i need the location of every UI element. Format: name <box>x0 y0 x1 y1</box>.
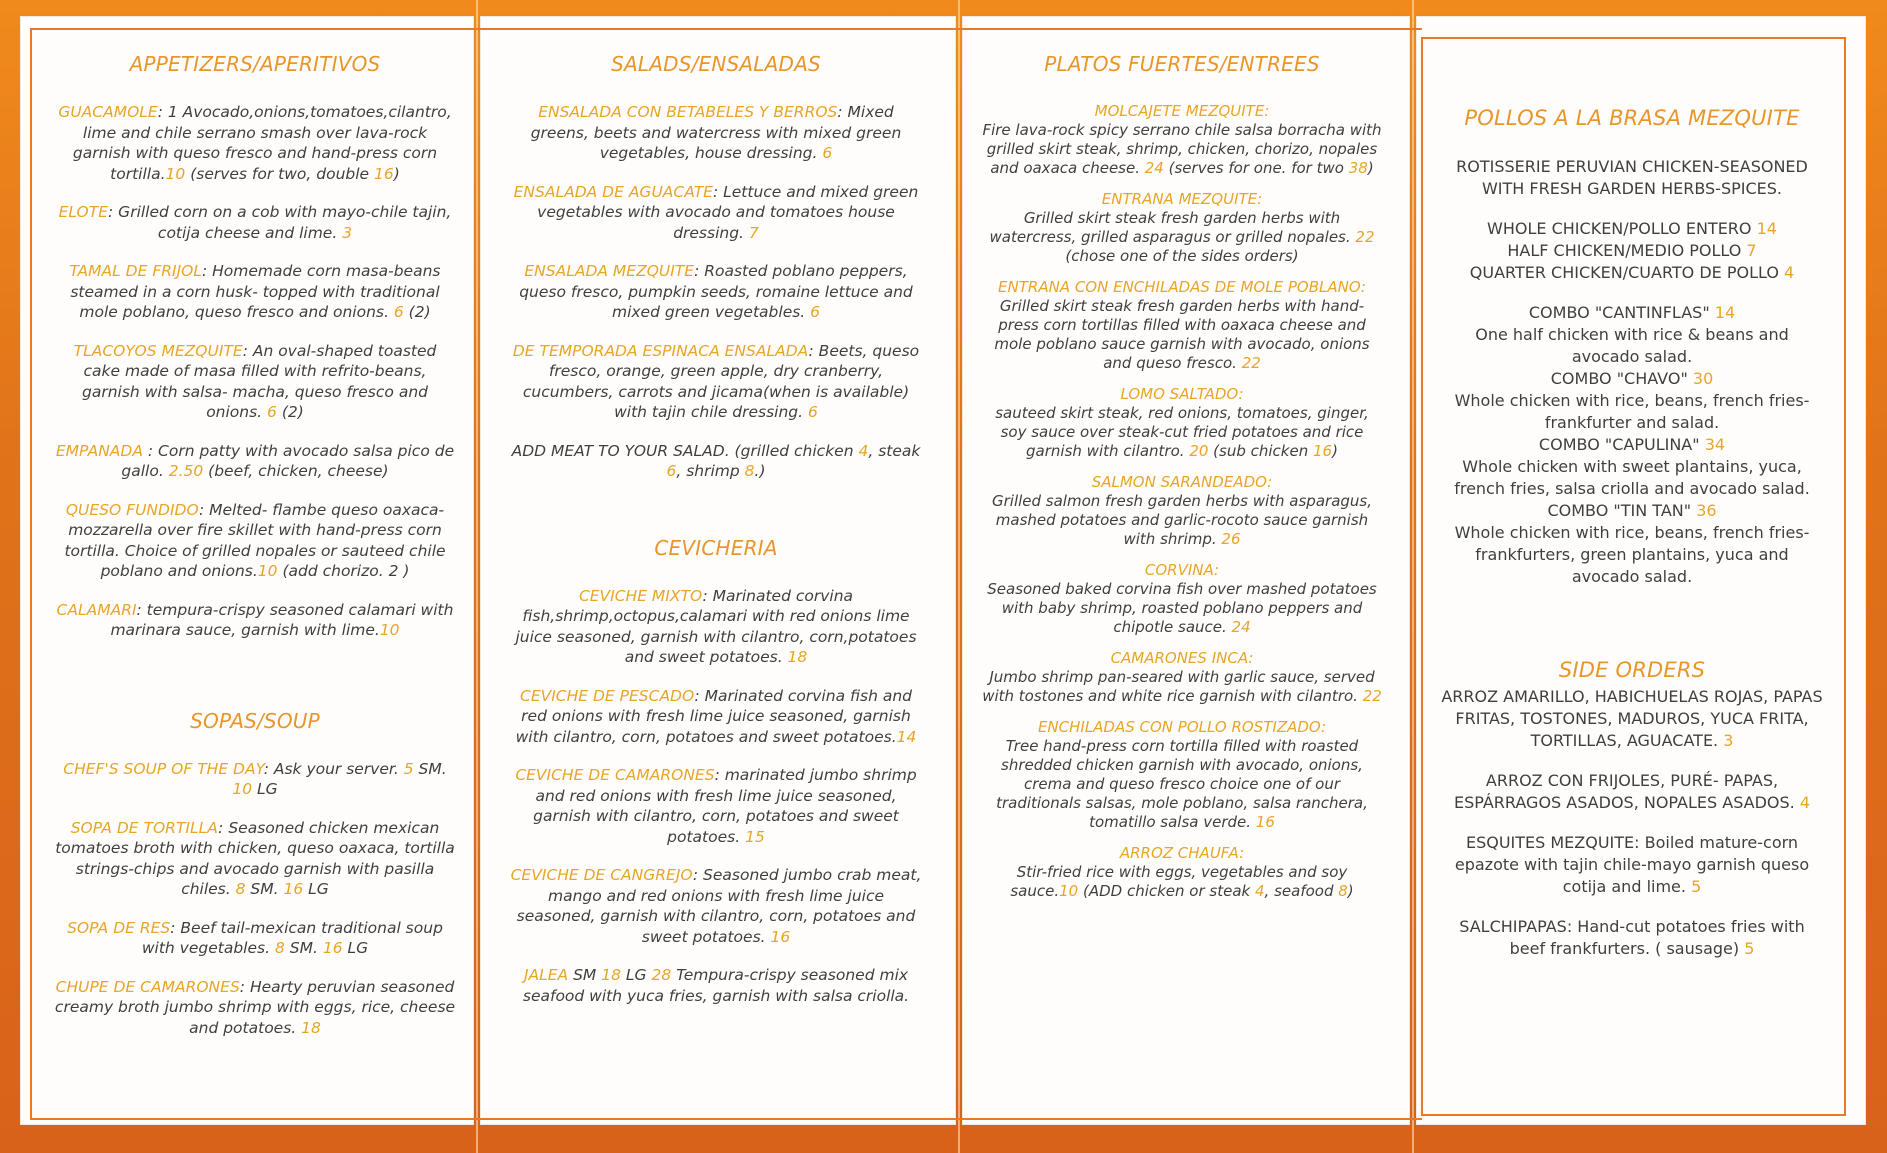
item-note: Tempura-crispy seasoned mix seafood with yuca fries, garnish with salsa criolla. <box>522 966 910 1005</box>
item-price: 18 <box>787 648 808 666</box>
item-description: : Grilled corn on a cob with mayo-chile tajin, cotija cheese and lime. <box>108 203 452 242</box>
item-note: LG <box>342 939 369 957</box>
item-name: LOMO SALTADO: <box>1120 385 1244 403</box>
menu-item <box>508 686 924 748</box>
item-price: 6 <box>393 303 404 321</box>
item-description: : An oval-shaped toasted cake made of masa filled with refrito-beans, garnish with salsa- macha, queso fresco and onions. <box>82 341 437 421</box>
item-price: 16 <box>1255 813 1275 831</box>
item-description: Tree hand-press corn tortilla filled with roasted shredded chicken garnish with avocado, onions, crema and queso fresco choice one of our traditionals salsas, mole poblano, salsa ranchera, tomatillo salsa verde. <box>996 737 1368 831</box>
item-note: ) <box>1347 882 1354 900</box>
item-name: CEVICHE DE CAMARONES <box>515 766 715 784</box>
side-order-item <box>1440 832 1824 898</box>
column-salads-ceviche <box>508 52 924 1024</box>
menu-item <box>54 818 456 900</box>
item-price: 24 <box>1231 618 1251 636</box>
chicken-size-option <box>1440 218 1824 240</box>
item-price: 6 <box>666 462 677 480</box>
item-price: 22 <box>1362 687 1382 705</box>
menu-item <box>982 102 1382 178</box>
item-description: Seasoned baked corvina fish over mashed potatoes with baby shrimp, roasted poblano peppers and chipotle sauce. <box>987 580 1377 636</box>
item-note: LG <box>620 966 652 984</box>
fold-line <box>1412 0 1414 1153</box>
item-description: : marinated jumbo shrimp and red onions with fresh lime juice seasoned, garnish with cilantro, corn, potatoes and sweet potatoes. <box>533 766 917 846</box>
item-note: .) <box>754 462 766 480</box>
item-description: Stir-fried rice with eggs, vegetables and soy sauce. <box>1010 863 1348 900</box>
item-price: 28 <box>651 966 672 984</box>
item-description: SM <box>568 966 602 984</box>
item-price: 20 <box>1189 442 1209 460</box>
menu-item <box>982 190 1382 266</box>
chicken-size-price: 7 <box>1746 241 1757 260</box>
item-price: 8 <box>744 462 755 480</box>
item-name: CEVICHE DE PESCADO <box>520 686 695 705</box>
item-price: 10 <box>257 562 278 580</box>
menu-item <box>508 765 924 847</box>
item-description: Fire lava-rock spicy serrano chile salsa borracha with grilled skirt steak, shrimp, chicken, chorizo, nopales and oaxaca cheese. <box>982 121 1382 177</box>
item-name: ENTRANA CON ENCHILADAS DE MOLE POBLANO: <box>998 278 1366 296</box>
menu-item <box>982 718 1382 832</box>
item-note: (2) <box>403 303 431 321</box>
side-price: 5 <box>1691 877 1702 896</box>
item-price: 8 <box>274 939 285 957</box>
item-note: (sub chicken <box>1208 442 1313 460</box>
menu-item <box>982 473 1382 549</box>
side-description: ARROZ CON FRIJOLES, PURÉ- PAPAS, ESPÁRRAGOS ASADOS, NOPALES ASADOS. <box>1453 771 1800 812</box>
item-price: 15 <box>745 827 765 846</box>
item-price: 16 <box>1313 442 1333 460</box>
item-description: : Melted- flambe queso oaxaca-mozzarella over fire skillet with hand-press corn tortilla. Choice of grilled nopales or sauteed chile poblano and onions. <box>64 500 446 580</box>
section-title-appetizers: APPETIZERS/APERITIVOS <box>129 52 381 76</box>
item-price: 7 <box>748 223 759 242</box>
column-entrees <box>982 52 1382 913</box>
item-price: 38 <box>1348 159 1368 177</box>
item-name: CAMARONES INCA: <box>1110 649 1254 667</box>
combo-price: 14 <box>1714 303 1736 322</box>
section-title-sopas: SOPAS/SOUP <box>190 708 320 733</box>
item-description: : Lettuce and mixed green vegetables with avocado and tomatoes house dressing. <box>537 182 919 242</box>
chicken-size-price: 14 <box>1756 219 1777 238</box>
combo-description: Whole chicken with rice, beans, french fries-frankfurters, green plantains, yuca and avocado salad. <box>1454 523 1810 586</box>
combo-item <box>1440 368 1824 434</box>
item-name: ENTRANA MEZQUITE: <box>1101 190 1263 208</box>
combo-item <box>1440 302 1824 368</box>
section-title-salads: SALADS/ENSALADAS <box>611 52 821 76</box>
item-description: : Beef tail-mexican traditional soup with vegetables. <box>141 918 443 957</box>
item-description: ADD MEAT TO YOUR SALAD. (grilled chicken <box>511 441 859 460</box>
menu-item <box>54 261 456 323</box>
section-title-cevicheria: CEVICHERIA <box>654 535 778 560</box>
pollos-intro: ROTISSERIE PERUVIAN CHICKEN-SEASONED WITH FRESH GARDEN HERBS-SPICES. <box>1456 157 1808 198</box>
item-price: 26 <box>1221 530 1241 548</box>
combo-description: Whole chicken with rice, beans, french fries-frankfurter and salad. <box>1454 391 1810 432</box>
item-name: QUESO FUNDIDO <box>65 500 199 519</box>
item-name: CALAMARI <box>56 600 137 619</box>
item-name: ENCHILADAS CON POLLO ROSTIZADO: <box>1037 718 1327 736</box>
combo-name: COMBO "CANTINFLAS" <box>1528 303 1715 322</box>
item-note: (ADD chicken or steak <box>1078 882 1255 900</box>
combo-description: Whole chicken with sweet plantains, yuca, french fries, salsa criolla and avocado salad. <box>1454 457 1810 498</box>
menu-item <box>508 965 924 1006</box>
column-appetizers-soups <box>54 52 456 1056</box>
item-description: Grilled salmon fresh garden herbs with asparagus, mashed potatoes and garlic-rocoto sauce garnish with shrimp. <box>991 492 1372 548</box>
item-description: : 1 Avocado,onions,tomatoes,cilantro, lime and chile serrano smash over lava-rock garnish with queso fresco and hand-press corn tortilla. <box>72 103 452 183</box>
item-note: , seafood <box>1264 882 1339 900</box>
item-note: LG <box>252 780 278 798</box>
item-note: (serves for two, double <box>185 164 375 183</box>
item-description: : Marinated corvina fish,shrimp,octopus,calamari with red onions lime juice seasoned, garnish with cilantro, corn,potatoes and sweet potatoes. <box>515 586 917 666</box>
combo-description: One half chicken with rice & beans and avocado salad. <box>1475 325 1789 366</box>
item-note: LG <box>303 880 329 898</box>
item-name: DE TEMPORADA ESPINACA ENSALADA <box>512 341 809 360</box>
item-note: (serves for one. for two <box>1163 159 1349 177</box>
item-price: 16 <box>322 939 343 957</box>
menu-item <box>54 341 456 423</box>
chicken-size-option <box>1440 240 1824 262</box>
item-name: CORVINA: <box>1144 561 1220 579</box>
item-note: (2) <box>276 403 304 421</box>
item-price: 6 <box>267 403 277 421</box>
menu-item <box>982 844 1382 901</box>
chicken-size-label: HALF CHICKEN/MEDIO POLLO <box>1507 241 1747 260</box>
item-note: (chose one of the sides orders) <box>1065 247 1299 265</box>
menu-item <box>508 865 924 947</box>
menu-item <box>508 341 924 423</box>
item-price: 8 <box>235 880 246 898</box>
item-description: : Beets, queso fresco, orange, green apple, dry cranberry, cucumbers, carrots and jicama(when is available) with tajin chile dressing. <box>522 341 920 421</box>
item-price: 8 <box>1338 882 1348 900</box>
item-description: Grilled skirt steak fresh garden herbs with watercress, grilled asparagus or grilled nopales. <box>989 209 1356 246</box>
item-description: : tempura-crispy seasoned calamari with marinara sauce, garnish with lime. <box>110 600 454 639</box>
combo-price: 30 <box>1692 369 1714 388</box>
item-description: : Mixed greens, beets and watercress with mixed green vegetables, house dressing. <box>530 103 902 162</box>
side-order-item <box>1440 916 1824 960</box>
menu-item <box>54 202 456 243</box>
item-price: 2.50 <box>168 462 204 480</box>
salads-list <box>508 102 924 482</box>
item-price: 6 <box>810 303 821 321</box>
fold-line <box>958 0 960 1153</box>
entrees-list <box>982 102 1382 901</box>
menu-item <box>982 649 1382 706</box>
side-order-item <box>1440 686 1824 752</box>
item-price: 16 <box>374 164 394 183</box>
cevicheria-list <box>508 586 924 1007</box>
item-note: , steak <box>868 441 921 460</box>
item-name: CHEF'S SOUP OF THE DAY <box>63 759 264 778</box>
item-name: ARROZ CHAUFA: <box>1119 844 1245 862</box>
item-price: 22 <box>1355 228 1375 246</box>
item-name: CEVICHE MIXTO <box>578 586 703 605</box>
appetizers-list <box>54 102 456 641</box>
item-price: 18 <box>601 966 621 984</box>
item-note: ) <box>393 164 400 183</box>
item-name: ENSALADA MEZQUITE <box>524 262 695 280</box>
item-name: JALEA <box>523 966 569 984</box>
item-description: : Roasted poblano peppers, queso fresco, pumpkin seeds, romaine lettuce and mixed green vegetables. <box>519 262 913 321</box>
side-price: 4 <box>1799 793 1811 812</box>
combo-name: COMBO "CHAVO" <box>1550 369 1693 388</box>
item-note: (add chorizo. 2 ) <box>277 562 410 580</box>
item-name: GUACAMOLE <box>58 103 158 121</box>
item-name: SOPA DE RES <box>67 918 171 937</box>
menu-item <box>508 182 924 244</box>
menu-item <box>508 586 924 668</box>
menu-item <box>54 441 456 482</box>
item-description: : Hearty peruvian seasoned creamy broth jumbo shrimp with eggs, rice, cheese and potatoes. <box>54 977 456 1037</box>
section-title-entrees: PLATOS FUERTES/ENTREES <box>1044 52 1320 76</box>
item-description: sauteed skirt steak, red onions, tomatoes, ginger, soy sauce over steak-cut fried potatoes and rice garnish with cilantro. <box>995 404 1369 460</box>
side-description: ESQUITES MEZQUITE: Boiled mature-corn epazote with tajin chile-mayo garnish queso cotija and lime. <box>1454 833 1810 896</box>
item-price: 18 <box>301 1018 321 1037</box>
item-note: ) <box>1367 159 1374 177</box>
menu-item <box>982 278 1382 373</box>
item-name: CHUPE DE CAMARONES <box>55 977 240 996</box>
item-price: 16 <box>283 880 304 898</box>
combo-item <box>1440 500 1824 588</box>
item-price: 6 <box>822 144 833 162</box>
combo-name: COMBO "CAPULINA" <box>1538 435 1705 454</box>
item-description: : Marinated corvina fish and red onions with fresh lime juice seasoned, garnish with cilantro, corn, potatoes and sweet potatoes. <box>515 686 912 746</box>
item-price: 22 <box>1241 354 1261 372</box>
item-note: SM. <box>284 939 323 957</box>
item-price: 4 <box>1255 882 1265 900</box>
item-price: 5 <box>403 759 414 778</box>
menu-item <box>54 759 456 800</box>
item-description: : Corn patty with avocado salsa pico de gallo. <box>121 441 455 480</box>
item-price: 3 <box>342 223 353 242</box>
item-description: Jumbo shrimp pan-seared with garlic sauce, served with tostones and white rice garnish with cilantro. <box>982 668 1375 705</box>
item-note: ) <box>1332 442 1338 460</box>
menu-item <box>508 441 924 482</box>
section-title-sides: SIDE ORDERS <box>1558 658 1706 682</box>
item-name: ELOTE <box>58 203 109 221</box>
combo-price: 36 <box>1696 501 1717 520</box>
item-note: SM. <box>413 759 447 778</box>
side-description: ARROZ AMARILLO, HABICHUELAS ROJAS, PAPAS FRITAS, TOSTONES, MADUROS, YUCA FRITA, TORTILLAS, AGUACATE. <box>1441 687 1823 750</box>
side-price: 3 <box>1723 731 1734 750</box>
item-note: , shrimp <box>676 462 745 480</box>
menu-item <box>54 918 456 959</box>
chicken-size-label: QUARTER CHICKEN/CUARTO DE POLLO <box>1469 263 1785 282</box>
column-pollos-sides <box>1440 106 1824 978</box>
side-description: SALCHIPAPAS: Hand-cut potatoes fries with beef frankfurters. ( sausage) <box>1459 917 1805 958</box>
sides-list <box>1440 686 1824 960</box>
item-price: 10 <box>165 164 186 183</box>
item-price: 4 <box>858 441 869 460</box>
section-title-pollos: POLLOS A LA BRASA MEZQUITE <box>1464 106 1800 130</box>
item-description: : Seasoned jumbo crab meat, mango and red onions with fresh lime juice seasoned, garnish with cilantro, corn, potatoes and sweet potatoes. <box>516 866 922 946</box>
menu-item <box>982 561 1382 637</box>
menu-item <box>54 500 456 582</box>
item-name: ENSALADA DE AGUACATE <box>513 182 713 201</box>
item-price: 14 <box>896 727 917 746</box>
item-description: Grilled skirt steak fresh garden herbs with hand-press corn tortillas filled with oaxaca cheese and mole poblano sauce garnish with avocado, onions and queso fresco. <box>994 297 1370 372</box>
item-name: EMPANADA <box>55 441 148 460</box>
item-price: 10 <box>379 621 400 639</box>
menu-item <box>982 385 1382 461</box>
pollos-combos <box>1440 302 1824 588</box>
chicken-size-option <box>1440 262 1824 284</box>
menu-item <box>54 600 456 641</box>
item-name: TLACOYOS MEZQUITE <box>73 341 243 360</box>
item-price: 10 <box>232 780 253 798</box>
item-name: SALMON SARANDEADO: <box>1091 473 1273 491</box>
menu-item <box>508 102 924 164</box>
item-name: MOLCAJETE MEZQUITE: <box>1094 102 1270 120</box>
combo-item <box>1440 434 1824 500</box>
item-price: 10 <box>1059 882 1079 900</box>
menu-item <box>508 261 924 323</box>
side-order-item <box>1440 770 1824 814</box>
combo-name: COMBO "TIN TAN" <box>1547 501 1697 520</box>
combo-price: 34 <box>1704 435 1726 454</box>
item-price: 16 <box>770 927 791 946</box>
fold-line <box>476 0 478 1153</box>
item-description: : Seasoned chicken mexican tomatoes broth with chicken, queso oaxaca, tortilla strings-chips and avocado garnish with pasilla chiles. <box>55 818 455 898</box>
chicken-size-label: WHOLE CHICKEN/POLLO ENTERO <box>1487 219 1757 238</box>
item-note: SM. <box>245 880 284 898</box>
item-name: SOPA DE TORTILLA <box>70 818 219 837</box>
item-price: 6 <box>808 403 818 421</box>
menu-item <box>54 102 456 184</box>
side-price: 5 <box>1744 939 1755 958</box>
sopas-list <box>54 759 456 1039</box>
item-name: TAMAL DE FRIJOL <box>69 262 202 280</box>
item-price: 24 <box>1144 159 1164 177</box>
item-note: (beef, chicken, cheese) <box>203 462 389 480</box>
menu-item <box>54 977 456 1039</box>
pollos-sizes <box>1440 218 1824 284</box>
item-name: ENSALADA CON BETABELES Y BERROS <box>538 103 838 121</box>
item-name: CEVICHE DE CANGREJO <box>510 866 693 884</box>
item-description: : Homemade corn masa-beans steamed in a corn husk- topped with traditional mole poblano, queso fresco and onions. <box>70 262 441 321</box>
item-description: : Ask your server. <box>263 759 404 778</box>
chicken-size-price: 4 <box>1784 263 1795 282</box>
